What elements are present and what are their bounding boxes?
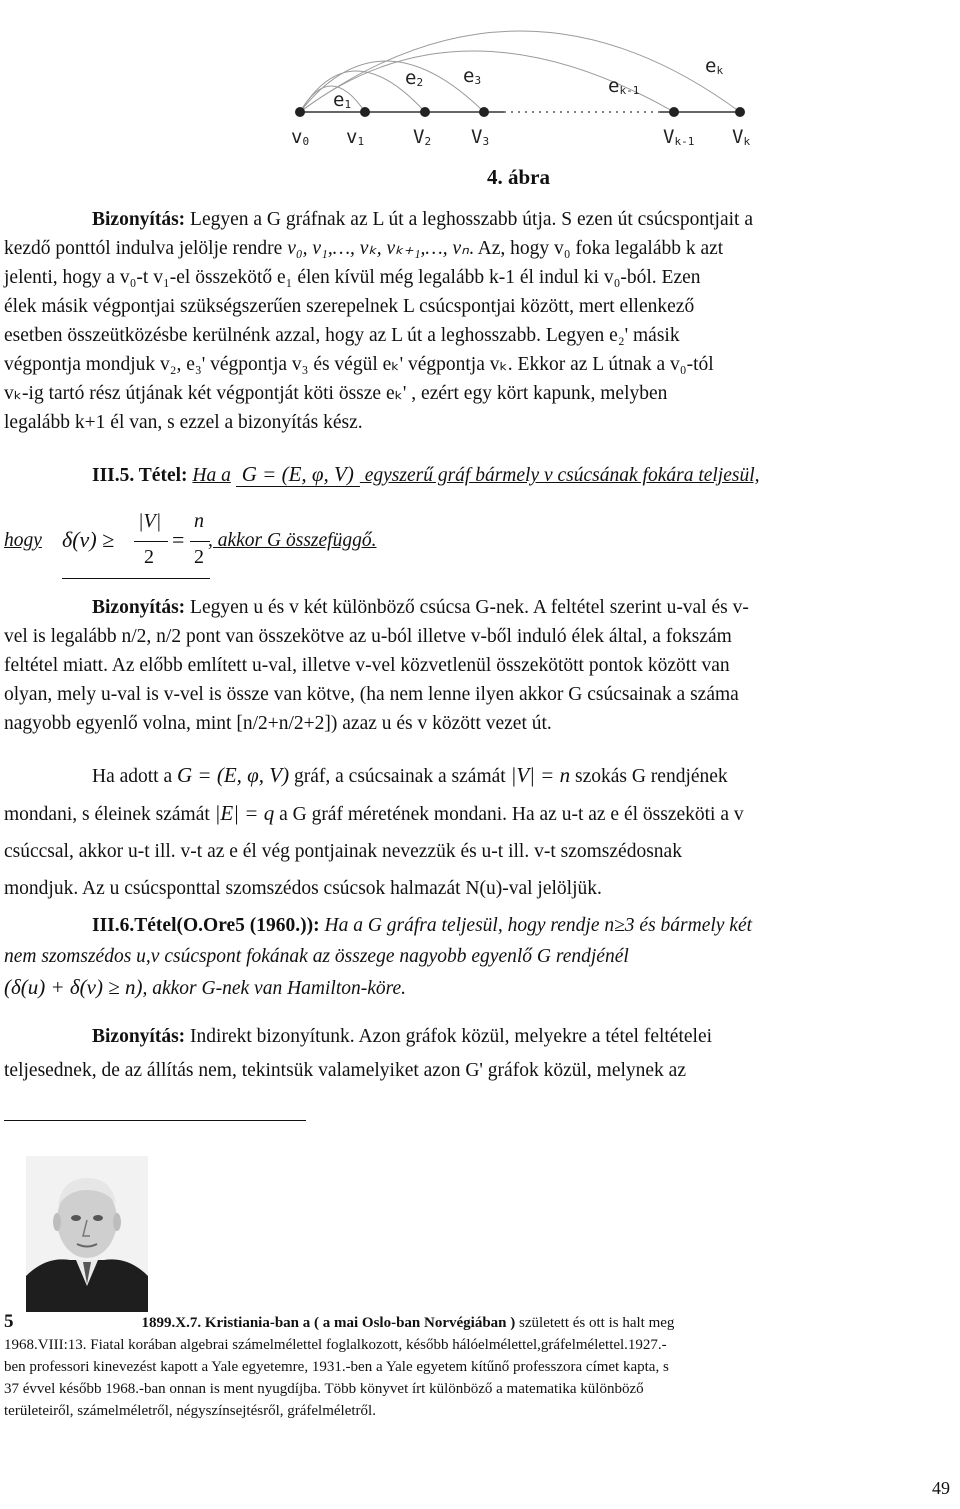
vertex-v1	[360, 107, 370, 117]
vertex-vk	[735, 107, 745, 117]
path-graph-figure	[0, 0, 960, 160]
graph-formula: G = (E, φ, V)	[236, 462, 360, 487]
svg-text:e1: e1	[333, 89, 352, 111]
theorem-6-label: III.6.Tétel(O.Ore5 (1960.)):	[92, 915, 320, 936]
svg-text:Vk: Vk	[732, 126, 751, 148]
proof-label: Bizonyítás:	[92, 209, 186, 230]
vertex-v2	[420, 107, 430, 117]
footnote-number: 5	[4, 1311, 14, 1332]
svg-text:V2: V2	[413, 126, 432, 148]
svg-text:ek: ek	[705, 55, 724, 77]
theorem-6: III.6.Tétel(O.Ore5 (1960.)): Ha a G gráfra teljesül, hogy rendje n≥3 és bármely két nem szomszédos u,v csúcspont fokának az összege nagyobb egyenlő G rendjénél (δ(u) + δ(v) ≥ n), akkor G-nek van Hamilton-köre.	[4, 915, 753, 999]
page-number: 49	[932, 1478, 950, 1498]
theorem-5-label: III.5. Tétel:	[92, 465, 188, 486]
vertex-v3	[479, 107, 489, 117]
proof-paragraph-4: Bizonyítás: Indirekt bizonyítunk. Azon gráfok közül, melyekre a tétel feltételei teljesednek, de az állítás nem, tekintsük valamelyiket azon G' gráfok közül, melynek az	[4, 1026, 713, 1081]
definition-paragraph: Ha adott a G = (E, φ, V) gráf, a csúcsainak a számát |V| = n szokás G rendjének mondani, s éleinek számát |E| = q a G gráf méretének mondani. Ha az u-t az e él összeköti a v csúccsal, akkor u-t ill. v-t az e él vég pontjainak nevezzük és u-t ill. v-t szomszédosnak mondjuk. Az u csúcsponttal szomszédos csúcsok halmazát N(u)-val jelöljük.	[4, 763, 744, 899]
svg-text:v0: v0	[291, 126, 310, 148]
footnote: 5 1899.X.7. Kristiania-ban a ( a mai Oslo-ban Norvégiában ) született és ott is halt meg 1968.VIII:13. Fiatal korában algebrai számelmélettel foglalkozott, később hálóelmélettel,gráfelmélettel.1927.- ben professori kinevezést kapott a Yale egyetemre, 1931.-ben a Yale egyetem kítűnő professzora címet kapta, s 37 évvel később 1968.-ban onnan is ment nyugdíjba. Több könyvet írt különböző a matematika különböző területeiről, számelméletről, négyszínsejtésről, gráfelméletről.	[4, 1311, 675, 1419]
vertex-vk-1	[669, 107, 679, 117]
svg-text:v1: v1	[346, 126, 365, 148]
theorem-5-condition: hogy δ(v) ≥ |V| 2 = n 2 , akkor G összefüggő.	[4, 508, 424, 580]
svg-text:Vk-1: Vk-1	[663, 126, 695, 148]
vertex-v0	[295, 107, 305, 117]
svg-text:V3: V3	[471, 126, 490, 148]
svg-text:e3: e3	[463, 65, 482, 87]
figure-caption: 4. ábra	[487, 165, 550, 189]
footnote-separator	[4, 1120, 306, 1121]
proof-paragraph-1: Bizonyítás: Legyen a G gráfnak az L út a leghosszabb útja. S ezen út csúcspontjait a kezdő ponttól indulva jelölje rendre v₀, v₁,…, vₖ, vₖ₊₁,…, vₙ. Az, hogy v₀ foka legalább k azt jelenti, hogy a v₀-t v₁-el összekötő e₁ élen kívül még legalább k-1 él indul ki v₀-ból. Ezen élek másik végpontjai szükségszerűen szerepelnek L csúcspontjai között, mert ellenkező esetben összeütközésbe kerülnénk azzal, hogy az L út a leghosszabb. Legyen e₂' másik végpontja mondjuk v₂, e₃' végpontja v₃ és végül eₖ' végpontja vₖ. Ekkor az L útnak a v₀-tól vₖ-ig tartó rész útjának két végpontját köti össze eₖ' , ezért egy kört kapunk, melyben legalább k+1 él van, s ezzel a bizonyítás kész.	[4, 209, 753, 433]
svg-text:ek-1: ek-1	[608, 75, 640, 97]
svg-text:e2: e2	[405, 67, 424, 89]
proof-paragraph-2: Bizonyítás: Legyen u és v két különböző csúcsa G-nek. A feltétel szerint u-val és v- vel is legalább n/2, n/2 pont van összekötve az u-ból illetve v-ből induló élek által, a fokszám feltétel miatt. Az előbb említett u-val, illetve v-vel közvetlenül összekötött pontok között van olyan, mely u-val is v-vel is össze van kötve, (ha nem lenne ilyen akkor G csúcsainak a száma nagyobb egyenlő volna, mint [n/2+n/2+2]) azaz u és v között vezet út.	[4, 597, 749, 734]
portrait-photo	[26, 1156, 148, 1312]
theorem-5: III.5. Tétel: Ha a G = (E, φ, V) egyszerű gráf bármely v csúcsának fokára teljesül,	[92, 462, 760, 486]
vertex-sequence: v₀, v₁,…, vₖ, vₖ₊₁,…, vₙ	[287, 238, 469, 259]
